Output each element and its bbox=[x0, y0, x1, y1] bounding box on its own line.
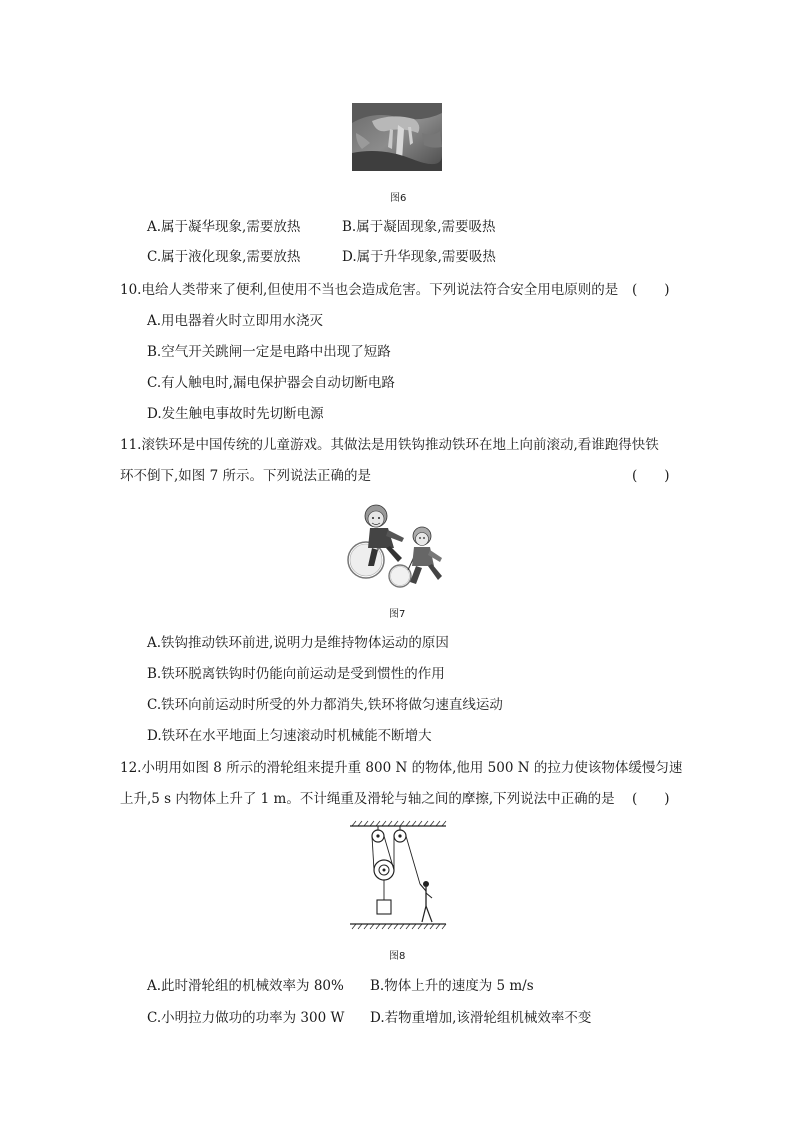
q12-stem-line2: 上升,5 s 内物体上升了 1 m。不计绳重及滑轮与轴之间的摩擦,下列说法中正确的是 bbox=[120, 791, 615, 807]
q11-option-d: D.铁环在水平地面上匀速滚动时机械能不断增大 bbox=[147, 728, 432, 744]
q9-option-b: B.属于凝固现象,需要吸热 bbox=[342, 219, 496, 235]
figure-6-caption: 图6 bbox=[390, 193, 407, 204]
q11-answer-blank: ( ) bbox=[632, 468, 670, 484]
q12-stem-line1: 12.小明用如图 8 所示的滑轮组来提升重 800 N 的物体,他用 500 N 的拉力使该物体缓慢匀速 bbox=[120, 760, 683, 776]
q10-option-a: A.用电器着火时立即用水浇灭 bbox=[147, 313, 324, 329]
q9-option-c: C.属于液化现象,需要放热 bbox=[147, 249, 301, 265]
q10-stem: 10.电给人类带来了便利,但使用不当也会造成危害。下列说法符合安全用电原则的是 bbox=[120, 282, 619, 298]
figure-6-photo bbox=[352, 103, 442, 171]
q12-option-c: C.小明拉力做功的功率为 300 W bbox=[147, 1010, 345, 1026]
q12-option-b: B.物体上升的速度为 5 m/s bbox=[370, 978, 534, 994]
figure-7-illustration bbox=[338, 500, 456, 590]
q12-answer-blank: ( ) bbox=[632, 791, 670, 807]
q11-option-c: C.铁环向前运动时所受的外力都消失,铁环将做匀速直线运动 bbox=[147, 697, 503, 713]
q11-stem-line2: 环不倒下,如图 7 所示。下列说法正确的是 bbox=[120, 468, 371, 484]
q12-option-d: D.若物重增加,该滑轮组机械效率不变 bbox=[370, 1010, 592, 1026]
q11-option-a: A.铁钩推动铁环前进,说明力是维持物体运动的原因 bbox=[147, 635, 449, 651]
figure-8-caption: 图8 bbox=[389, 951, 406, 962]
q10-option-b: B.空气开关跳闸一定是电路中出现了短路 bbox=[147, 344, 391, 360]
q12-option-a: A.此时滑轮组的机械效率为 80% bbox=[147, 978, 344, 994]
figure-7-caption: 图7 bbox=[389, 609, 406, 620]
q11-option-b: B.铁环脱离铁钩时仍能向前运动是受到惯性的作用 bbox=[147, 666, 445, 682]
q9-option-a: A.属于凝华现象,需要放热 bbox=[147, 219, 301, 235]
q10-option-d: D.发生触电事故时先切断电源 bbox=[147, 406, 324, 422]
q11-stem-line1: 11.滚铁环是中国传统的儿童游戏。其做法是用铁钩推动铁环在地上向前滚动,看谁跑得快铁 bbox=[120, 437, 659, 453]
q10-option-c: C.有人触电时,漏电保护器会自动切断电路 bbox=[147, 375, 395, 391]
q9-option-d: D.属于升华现象,需要吸热 bbox=[342, 249, 496, 265]
q10-answer-blank: ( ) bbox=[632, 282, 670, 298]
figure-8-pulley-diagram bbox=[348, 818, 448, 936]
